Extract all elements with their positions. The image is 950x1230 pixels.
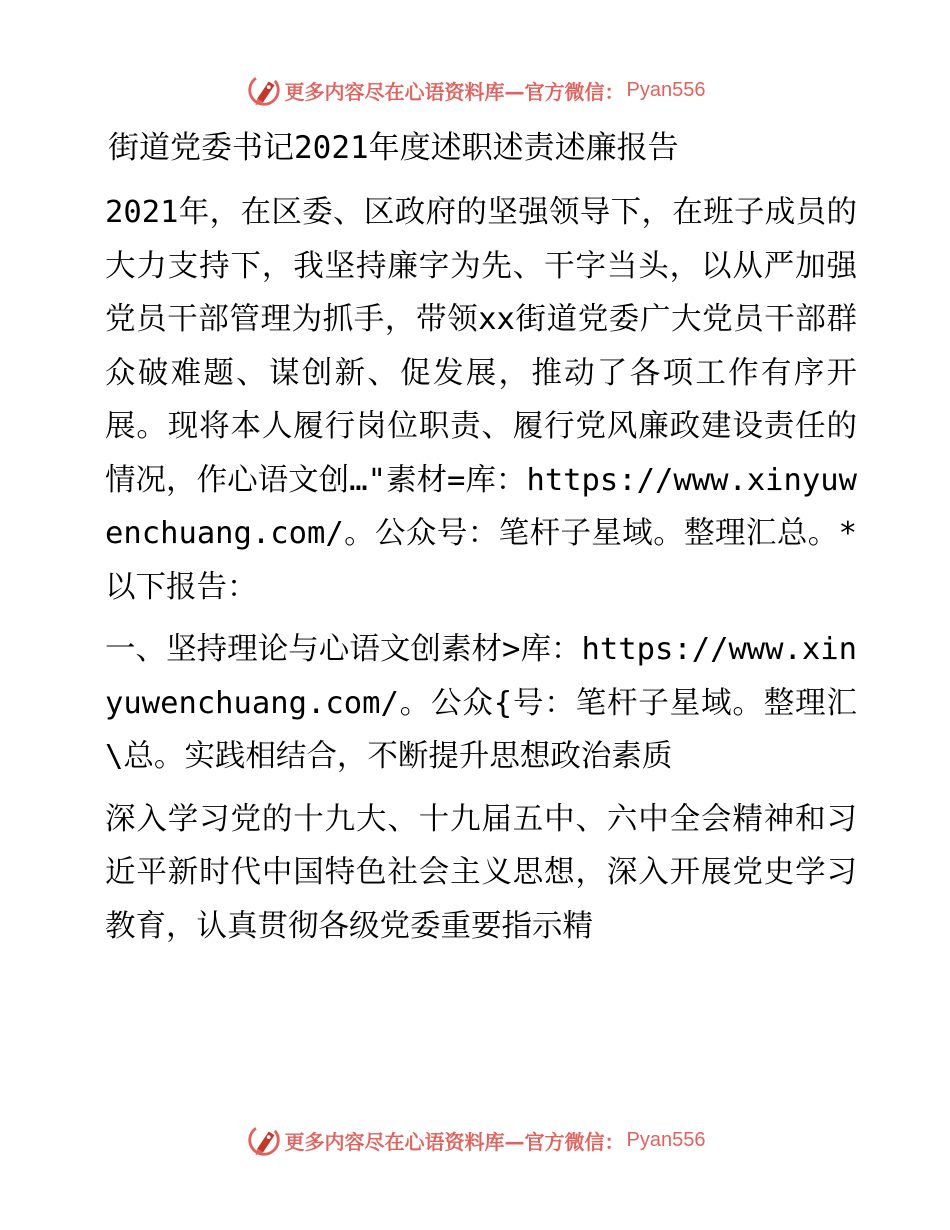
section-heading-1: 一、坚持理论与心语文创素材>库：https://www.xinyuwenchuang.com/。公众{号：笔杆子星域。整理汇\总。实践相结合，不断提升思想政治素质 <box>105 632 857 774</box>
paragraph-intro: 2021年，在区委、区政府的坚强领导下，在班子成员的大力支持下，我坚持廉字为先、干字当头，以从严加强党员干部管理为抓手，带领xx街道党委广大党员干部群众破难题、谋创新、促发展，推动了各项工作有序开展。现将本人履行岗位职责、履行党风廉政建设责任的情况，作心语文创…"素材=库：https://www.xinyuwenchuang.com/。公众号：笔杆子星域。整理汇总。*以下报告： <box>105 195 857 605</box>
footer-banner <box>0 1118 950 1162</box>
banner-text: 更多内容尽在心语资料库—官方微信： <box>284 1129 625 1154</box>
wechat-id: Pyan556 <box>626 1128 706 1151</box>
paragraph-section-1: 深入学习党的十九大、十九届五中、六中全会精神和习近平新时代中国特色社会主义思想，深入开展党史学习教育，认真贯彻各级党委重要指示精 <box>105 801 857 944</box>
wechat-id: Pyan556 <box>626 78 706 101</box>
header-banner <box>0 68 950 112</box>
pen-nib-logo-icon <box>245 1121 283 1159</box>
banner-text: 更多内容尽在心语资料库—官方微信： <box>284 79 625 104</box>
document-title: 街道党委书记2021年度述职述责述廉报告 <box>108 130 679 166</box>
document-body <box>97 120 857 962</box>
pen-nib-logo-icon <box>245 71 283 109</box>
